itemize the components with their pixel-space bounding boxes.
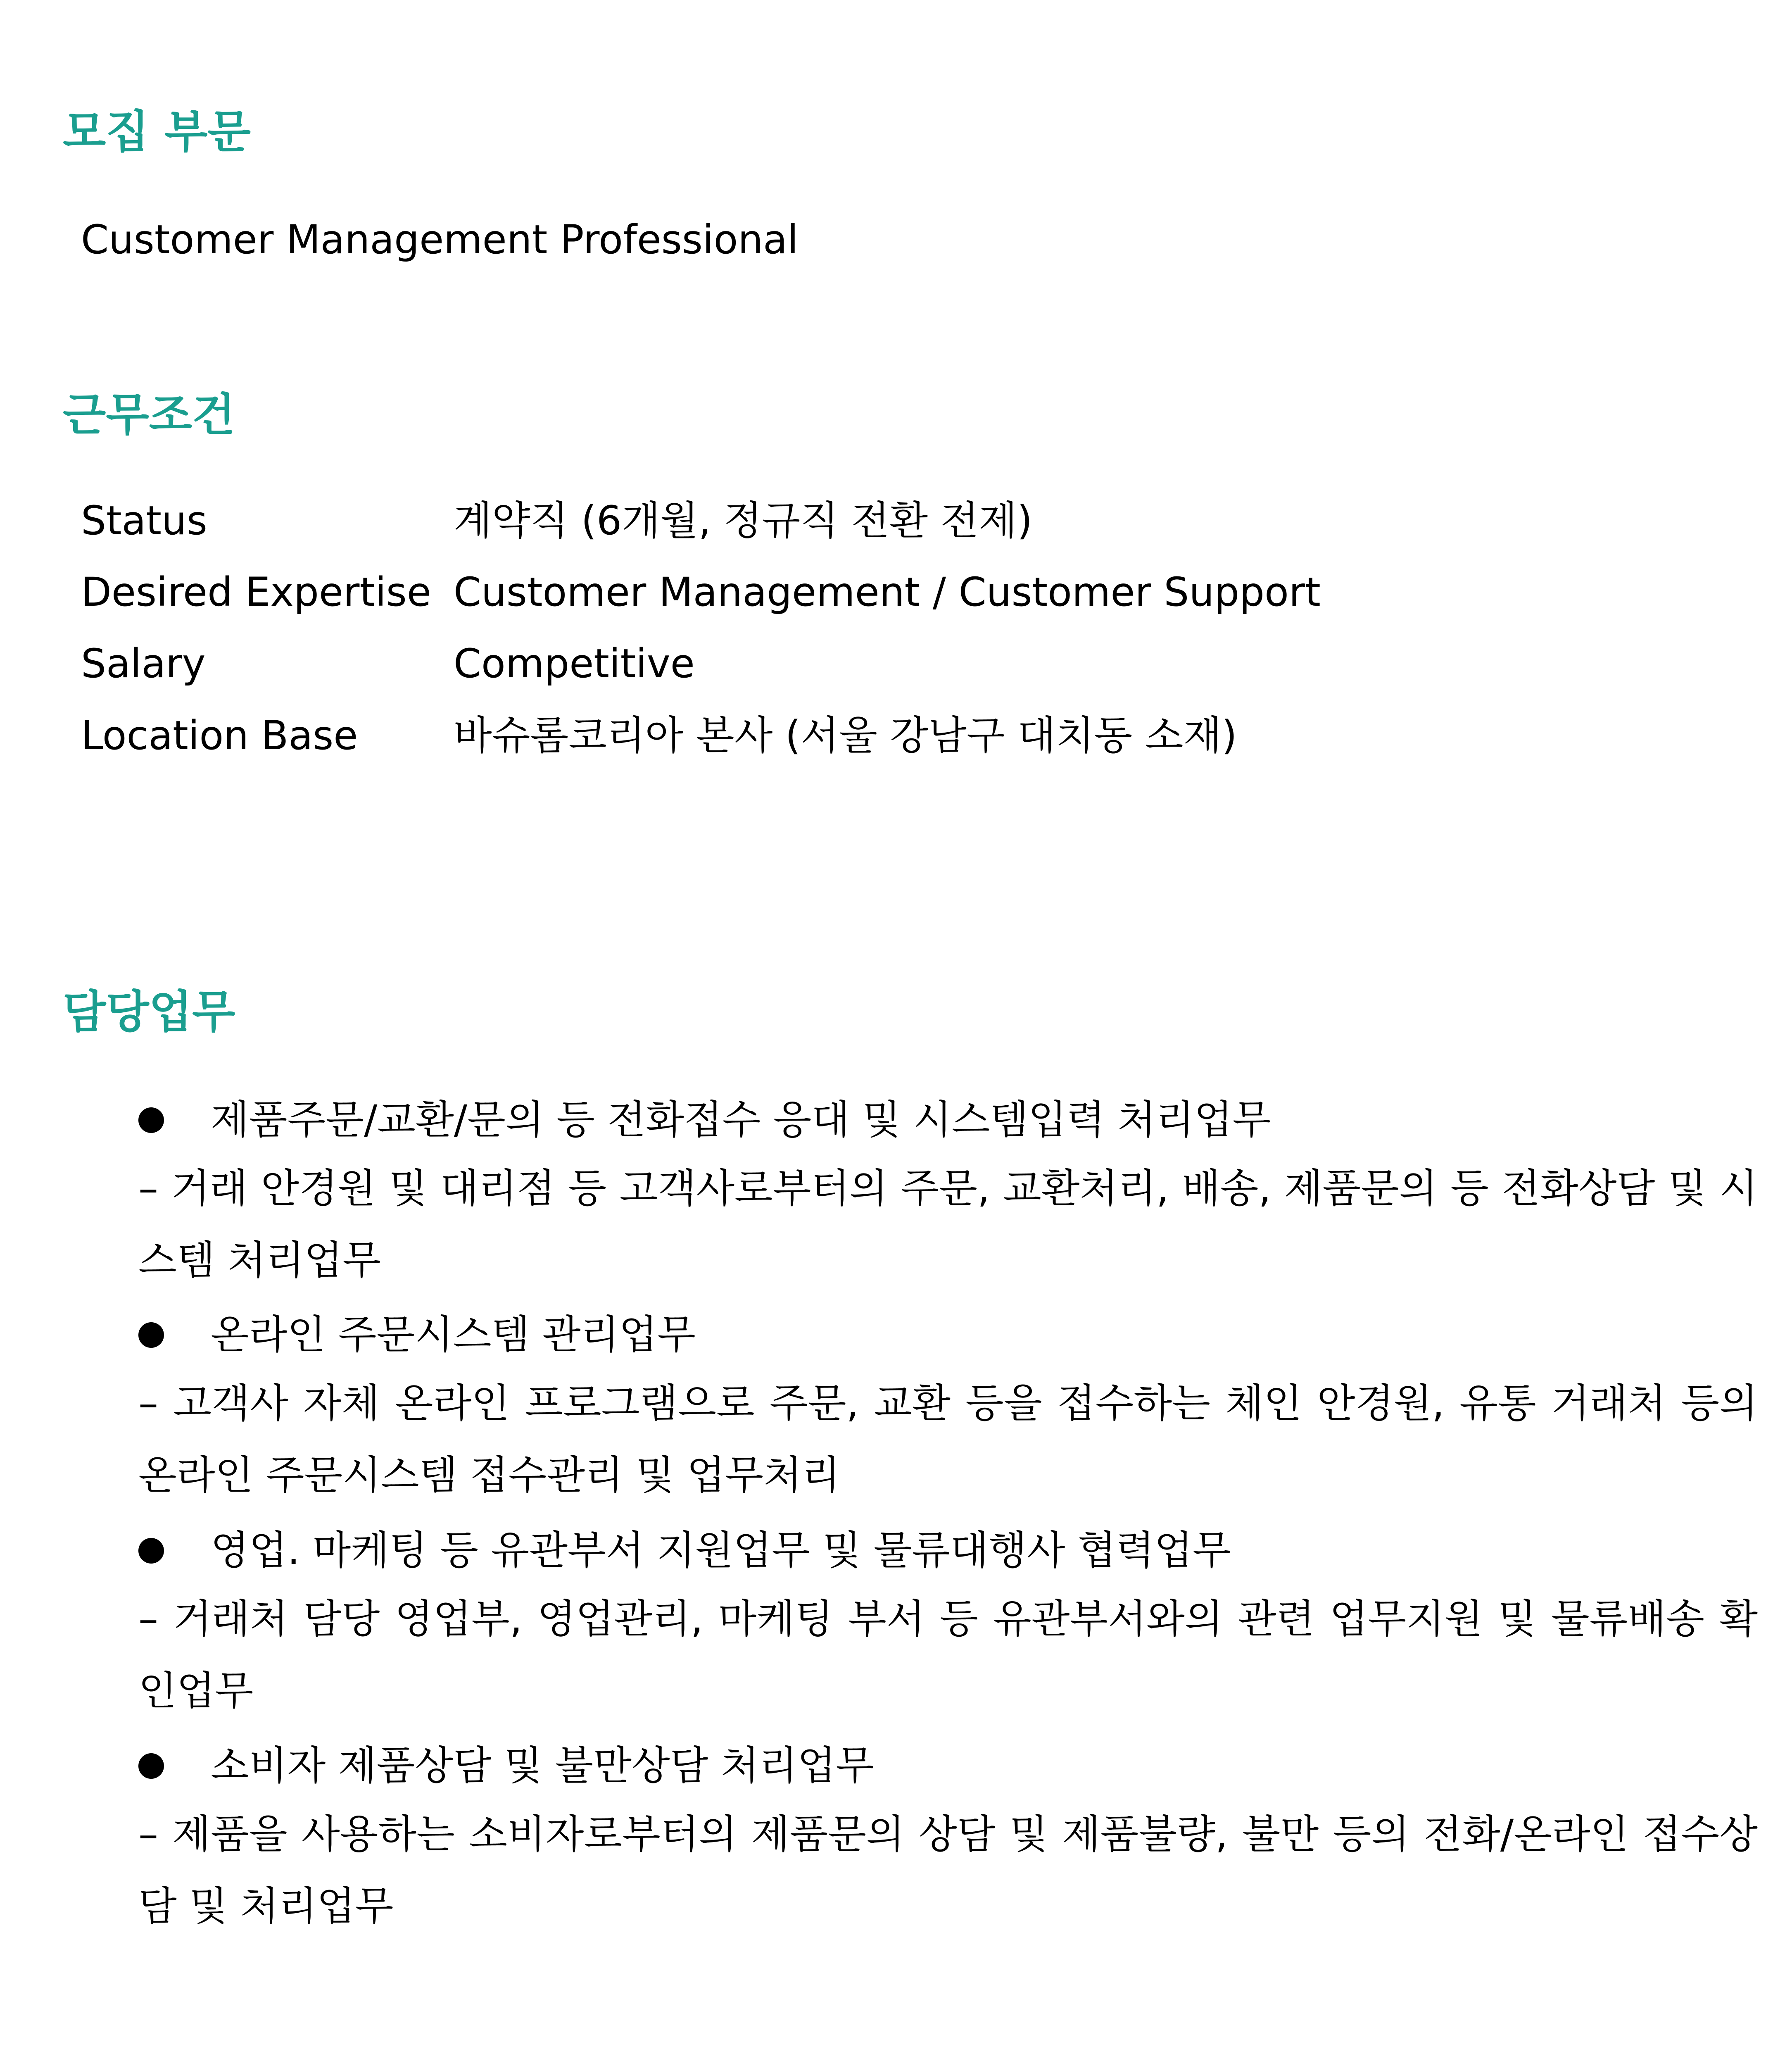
duty-detail: – 거래처 담당 영업부, 영업관리, 마케팅 부서 등 유관부서와의 관련 업무지원 및 물류배송 확인업무 — [138, 1596, 1758, 1714]
condition-label: Desired Expertise — [81, 569, 431, 615]
duties-heading: 담당업무 — [63, 986, 235, 1038]
duty-title: 소비자 제품상담 및 불만상담 처리업무 — [211, 1742, 874, 1789]
condition-value: Competitive — [454, 640, 695, 687]
bullet-icon — [138, 1322, 164, 1348]
duty-detail: – 제품을 사용하는 소비자로부터의 제품문의 상담 및 제품불량, 불만 등의 전화/온라인 접수상담 및 처리업무 — [138, 1811, 1758, 1929]
condition-value: 바슈롬코리아 본사 (서울 강남구 대치동 소재) — [454, 712, 1237, 759]
recruit-position: Customer Management Professional — [81, 217, 799, 263]
condition-value: Customer Management / Customer Support — [454, 569, 1321, 615]
recruit-heading: 모집 부문 — [63, 106, 251, 158]
duty-title: 영업. 마케팅 등 유관부서 지원업무 및 물류대행사 협력업무 — [211, 1527, 1231, 1573]
bullet-icon — [138, 1107, 164, 1133]
duty-detail: – 고객사 자체 온라인 프로그램으로 주문, 교환 등을 접수하는 체인 안경원, 유통 거래처 등의 온라인 주문시스템 접수관리 및 업무처리 — [138, 1380, 1758, 1498]
condition-value: 계약직 (6개월, 정규직 전환 전제) — [454, 497, 1033, 544]
duty-title: 제품주문/교환/문의 등 전화접수 응대 및 시스템입력 처리업무 — [211, 1097, 1271, 1143]
conditions-heading: 근무조건 — [63, 389, 235, 441]
duty-title: 온라인 주문시스템 관리업무 — [211, 1311, 696, 1358]
condition-label: Salary — [81, 640, 206, 687]
bullet-icon — [138, 1753, 164, 1779]
condition-label: Location Base — [81, 712, 358, 759]
duty-detail: – 거래 안경원 및 대리점 등 고객사로부터의 주문, 교환처리, 배송, 제품문의 등 전화상담 및 시스템 처리업무 — [138, 1165, 1758, 1283]
bullet-icon — [138, 1538, 164, 1564]
condition-label: Status — [81, 497, 207, 544]
